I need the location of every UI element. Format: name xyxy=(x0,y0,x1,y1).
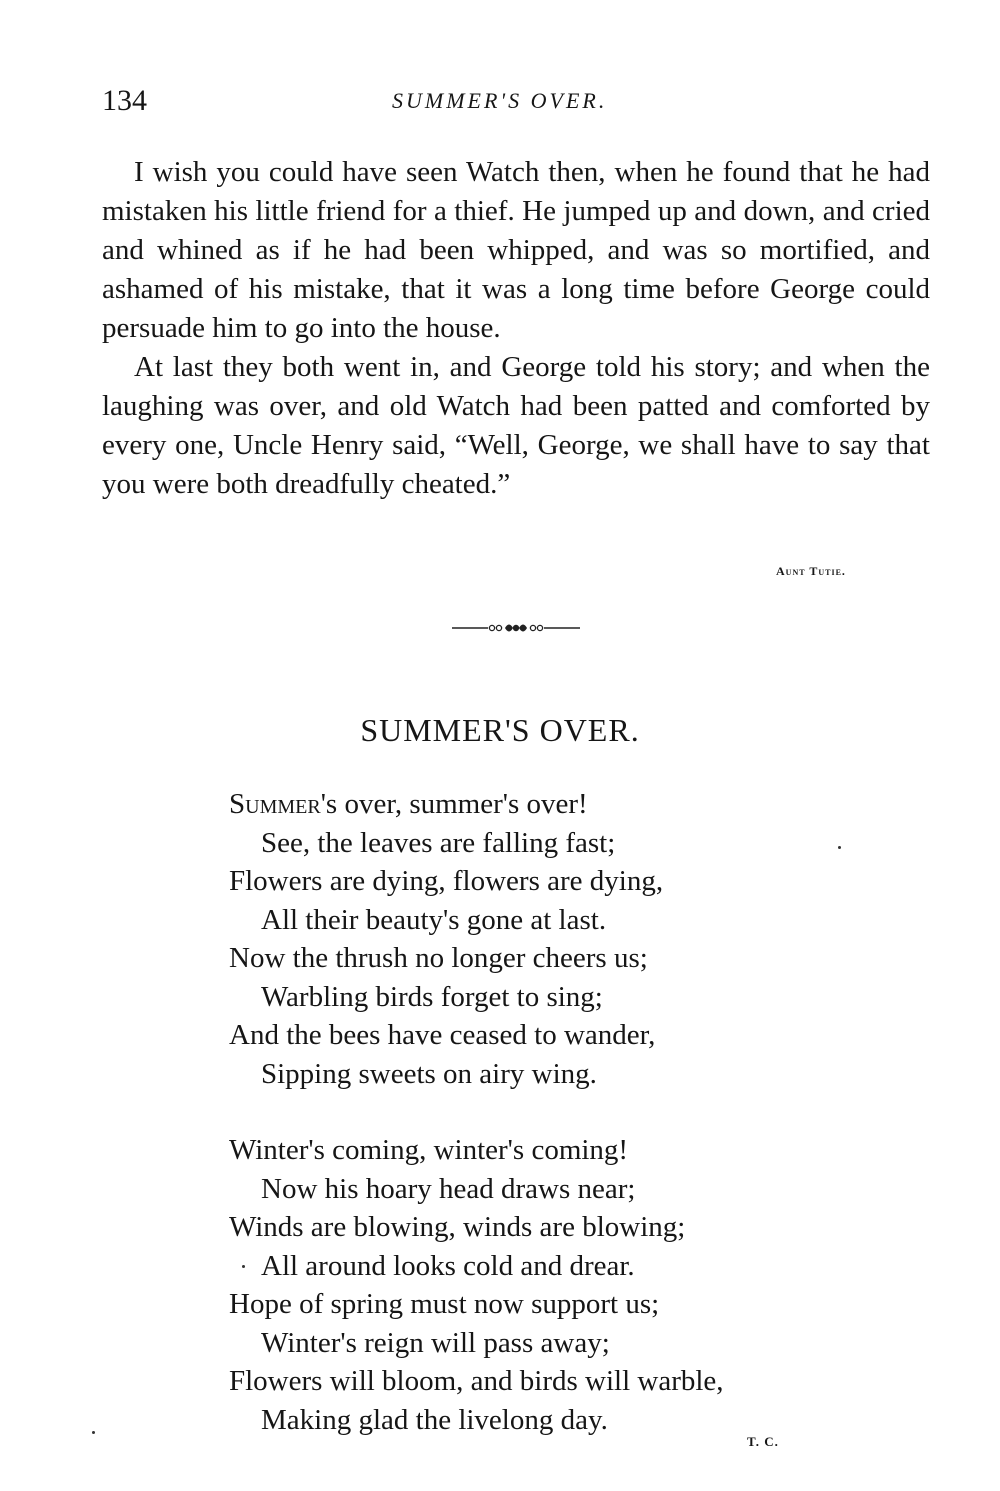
stanza-gap xyxy=(229,1093,869,1131)
running-head xyxy=(102,84,930,124)
poem-line: Flowers are dying, flowers are dying, xyxy=(229,865,664,897)
story-author: Aunt Tutie. xyxy=(776,564,846,578)
running-title: SUMMER'S OVER. xyxy=(392,88,608,113)
print-speck xyxy=(242,1265,245,1268)
poem-first-word: Summer xyxy=(229,788,321,820)
ornament-divider-icon xyxy=(452,616,580,640)
poem-line-text: 's over, summer's over! xyxy=(320,788,588,820)
poem-line: Winter's coming, winter's coming! xyxy=(229,1134,629,1166)
poem-line: And the bees have ceased to wander, xyxy=(229,1019,656,1051)
poem-line: Now his hoary head draws near; xyxy=(261,1172,636,1205)
paragraph-2: At last they both went in, and George told his story; and when the laughing was over, and old Watch had been patted and comforted by every one, Uncle Henry said, “Well, George, we shall have to say that you were both dreadfully cheated.” xyxy=(102,351,930,500)
poem-title: SUMMER'S OVER. xyxy=(360,712,640,748)
poem-line: Now the thrush no longer cheers us; xyxy=(229,942,648,974)
poem-line: Flowers will bloom, and birds will warble, xyxy=(229,1365,724,1397)
poem-line: Winds are blowing, winds are blowing; xyxy=(229,1211,686,1243)
poem-line: All their beauty's gone at last. xyxy=(261,903,607,936)
paragraph-1: I wish you could have seen Watch then, when he found that he had mistaken his little friend for a thief. He jumped up and down, and cried and whined as if he had been whipped, and was so mortified, and ashamed of his mistake, that it was a long time before George could persuade him to go into the house. xyxy=(102,156,930,344)
print-speck xyxy=(92,1431,95,1434)
poem-line: Hope of spring must now support us; xyxy=(229,1288,660,1320)
poem-line: Winter's reign will pass away; xyxy=(261,1326,610,1359)
page-number: 134 xyxy=(102,84,147,117)
poem-line: Sipping sweets on airy wing. xyxy=(261,1057,597,1090)
poem xyxy=(229,785,869,1439)
poem-line: Warbling birds forget to sing; xyxy=(261,980,603,1013)
poem-line: See, the leaves are falling fast; xyxy=(261,826,616,859)
poem-line xyxy=(229,785,869,824)
poem-line: Making glad the livelong day. xyxy=(261,1403,608,1436)
story-text xyxy=(102,153,930,504)
print-speck xyxy=(838,846,841,849)
poem-line: All around looks cold and drear. xyxy=(261,1249,635,1282)
poem-signature: T. C. xyxy=(747,1434,779,1449)
